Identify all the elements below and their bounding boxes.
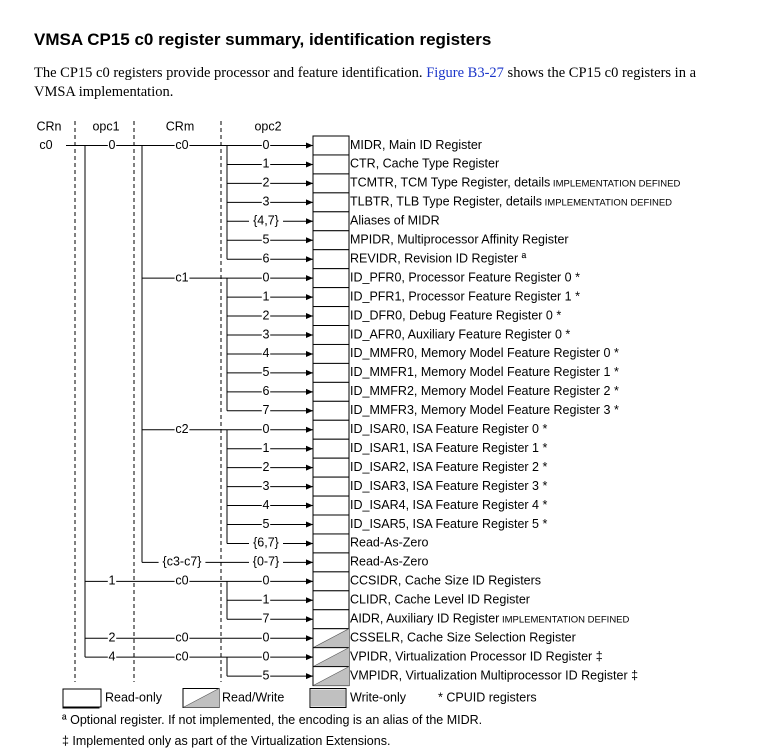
register-box: [313, 439, 349, 458]
opc2-label: 4: [262, 497, 270, 512]
opc2-label: 0: [262, 573, 270, 588]
opc2-label: 5: [262, 668, 270, 683]
opc2-label: 2: [262, 459, 270, 474]
opc1-label: 1: [108, 573, 116, 588]
header-crm: CRm: [165, 119, 195, 134]
register-box: [313, 420, 349, 439]
opc2-label: 5: [262, 516, 270, 531]
register-name: ID_ISAR1, ISA Feature Register 1 *: [350, 440, 548, 455]
opc2-label: {6,7}: [253, 535, 279, 550]
register-name: ID_ISAR0, ISA Feature Register 0 *: [350, 422, 548, 437]
crm-label: c1: [175, 270, 189, 285]
figure-link[interactable]: Figure B3-27: [426, 65, 504, 81]
legend-cpuid-label: * CPUID registers: [438, 690, 537, 705]
register-box: [313, 193, 349, 212]
opc2-label: 6: [262, 384, 270, 399]
register-name: ID_MMFR3, Memory Model Feature Register 3 *: [350, 403, 619, 418]
register-name: Aliases of MIDR: [350, 213, 440, 228]
register-box: [313, 572, 349, 591]
opc2-label: 1: [262, 156, 270, 171]
register-box: [313, 136, 349, 155]
register-name: CTR, Cache Type Register: [350, 156, 500, 171]
header-opc2: opc2: [254, 119, 282, 134]
register-box: [313, 155, 349, 174]
section-heading: VMSA CP15 c0 register summary, identification registers: [34, 30, 492, 49]
opc2-label: 7: [262, 403, 270, 418]
crm-label: {c3-c7}: [162, 554, 202, 569]
legend-read-only-swatch: [63, 689, 101, 707]
opc2-label: 3: [262, 478, 270, 493]
register-name: Read-As-Zero: [350, 554, 429, 569]
opc2-label: 7: [262, 611, 270, 626]
register-box: [313, 496, 349, 515]
crm-label: c0: [175, 137, 189, 152]
opc2-label: 0: [262, 137, 270, 152]
register-box: [313, 401, 349, 420]
footnote-optional: ª Optional register. If not implemented, the encoding is an alias of the MIDR.: [62, 713, 483, 727]
register-name: CCSIDR, Cache Size ID Registers: [350, 573, 542, 588]
register-box: [313, 326, 349, 345]
register-name: CSSELR, Cache Size Selection Register: [350, 630, 576, 645]
opc1-label: 2: [108, 630, 116, 645]
register-name: ID_ISAR2, ISA Feature Register 2 *: [350, 459, 548, 474]
register-name: ID_ISAR5, ISA Feature Register 5 *: [350, 516, 548, 531]
legend-write-only-box-fill: [311, 690, 345, 707]
register-box: [313, 534, 349, 553]
opc2-label: 1: [262, 592, 270, 607]
opc1-label: 0: [108, 137, 116, 152]
register-box: [313, 515, 349, 534]
opc2-label: 5: [262, 365, 270, 380]
intro-text-before: The CP15 c0 registers provide processor and feature identification.: [34, 65, 423, 81]
register-box: [313, 591, 349, 610]
opc2-label: 1: [262, 440, 270, 455]
register-name: AIDR, Auxiliary ID Register IMPLEMENTATION DEFINED: [350, 611, 630, 626]
register-name: ID_MMFR1, Memory Model Feature Register 1 *: [350, 365, 619, 380]
register-box: [313, 250, 349, 269]
register-name: ID_PFR0, Processor Feature Register 0 *: [350, 270, 580, 285]
register-name: ID_MMFR0, Memory Model Feature Register 0 *: [350, 346, 619, 361]
register-name: TLBTR, TLB Type Register, details IMPLEMENTATION DEFINED: [350, 194, 673, 209]
opc2-label: 4: [262, 346, 270, 361]
opc2-label: 3: [262, 194, 270, 209]
register-name: ID_PFR1, Processor Feature Register 1 *: [350, 289, 580, 304]
register-box: [313, 610, 349, 629]
crm-label: c0: [175, 573, 189, 588]
opc2-label: {4,7}: [253, 213, 279, 228]
crm-label: c0: [175, 649, 189, 664]
register-box: [313, 477, 349, 496]
crm-label: c2: [175, 422, 189, 437]
opc2-label: 1: [262, 289, 270, 304]
register-name: TCMTR, TCM Type Register, details IMPLEMENTATION DEFINED: [350, 175, 681, 190]
register-box: [313, 288, 349, 307]
implementation-defined-suffix: IMPLEMENTATION DEFINED: [499, 613, 630, 625]
register-box: [313, 363, 349, 382]
opc2-label: 0: [262, 649, 270, 664]
register-name: ID_DFR0, Debug Feature Register 0 *: [350, 308, 562, 323]
register-name: ID_ISAR4, ISA Feature Register 4 *: [350, 497, 548, 512]
crn-value: c0: [39, 137, 53, 152]
register-box: [313, 231, 349, 250]
register-name: ID_AFR0, Auxiliary Feature Register 0 *: [350, 327, 571, 342]
header-opc1: opc1: [92, 119, 120, 134]
register-box: [313, 269, 349, 288]
register-name: MPIDR, Multiprocessor Affinity Register: [350, 232, 569, 247]
opc2-label: 6: [262, 251, 270, 266]
opc2-label: 2: [262, 308, 270, 323]
opc2-label: 3: [262, 327, 270, 342]
legend-write-only-label: Write-only: [350, 690, 407, 705]
opc2-label: 5: [262, 232, 270, 247]
opc2-label: 0: [262, 630, 270, 645]
register-box: [313, 382, 349, 401]
opc2-label: 2: [262, 175, 270, 190]
opc2-label: 0: [262, 270, 270, 285]
register-box: [313, 174, 349, 193]
register-name: ID_MMFR2, Memory Model Feature Register 2 *: [350, 384, 619, 399]
register-name: Read-As-Zero: [350, 535, 429, 550]
register-name: CLIDR, Cache Level ID Register: [350, 592, 530, 607]
crm-label: c0: [175, 630, 189, 645]
register-box: [313, 212, 349, 231]
register-name: ID_ISAR3, ISA Feature Register 3 *: [350, 478, 548, 493]
register-name: MIDR, Main ID Register: [350, 137, 482, 152]
footnote-virtualization: ‡ Implemented only as part of the Virtualization Extensions.: [62, 734, 391, 748]
opc2-label: 0: [262, 422, 270, 437]
register-box: [313, 458, 349, 477]
register-name: VPIDR, Virtualization Processor ID Register ‡: [350, 649, 603, 664]
register-box: [313, 307, 349, 326]
opc1-label: 4: [108, 649, 116, 664]
legend-read-write-label: Read/Write: [222, 690, 285, 705]
header-crn: CRn: [36, 119, 62, 134]
register-box: [313, 344, 349, 363]
implementation-defined-suffix: IMPLEMENTATION DEFINED: [542, 196, 673, 208]
register-name: REVIDR, Revision ID Register ª: [350, 251, 527, 266]
register-box: [313, 553, 349, 572]
register-name: VMPIDR, Virtualization Multiprocessor ID Register ‡: [350, 668, 639, 683]
intro-text-after: shows the CP15 c0 registers in a VMSA implementation.: [34, 65, 697, 100]
opc2-label: {0-7}: [252, 554, 280, 569]
implementation-defined-suffix: IMPLEMENTATION DEFINED: [550, 177, 681, 189]
legend-read-only-label: Read-only: [105, 690, 162, 705]
